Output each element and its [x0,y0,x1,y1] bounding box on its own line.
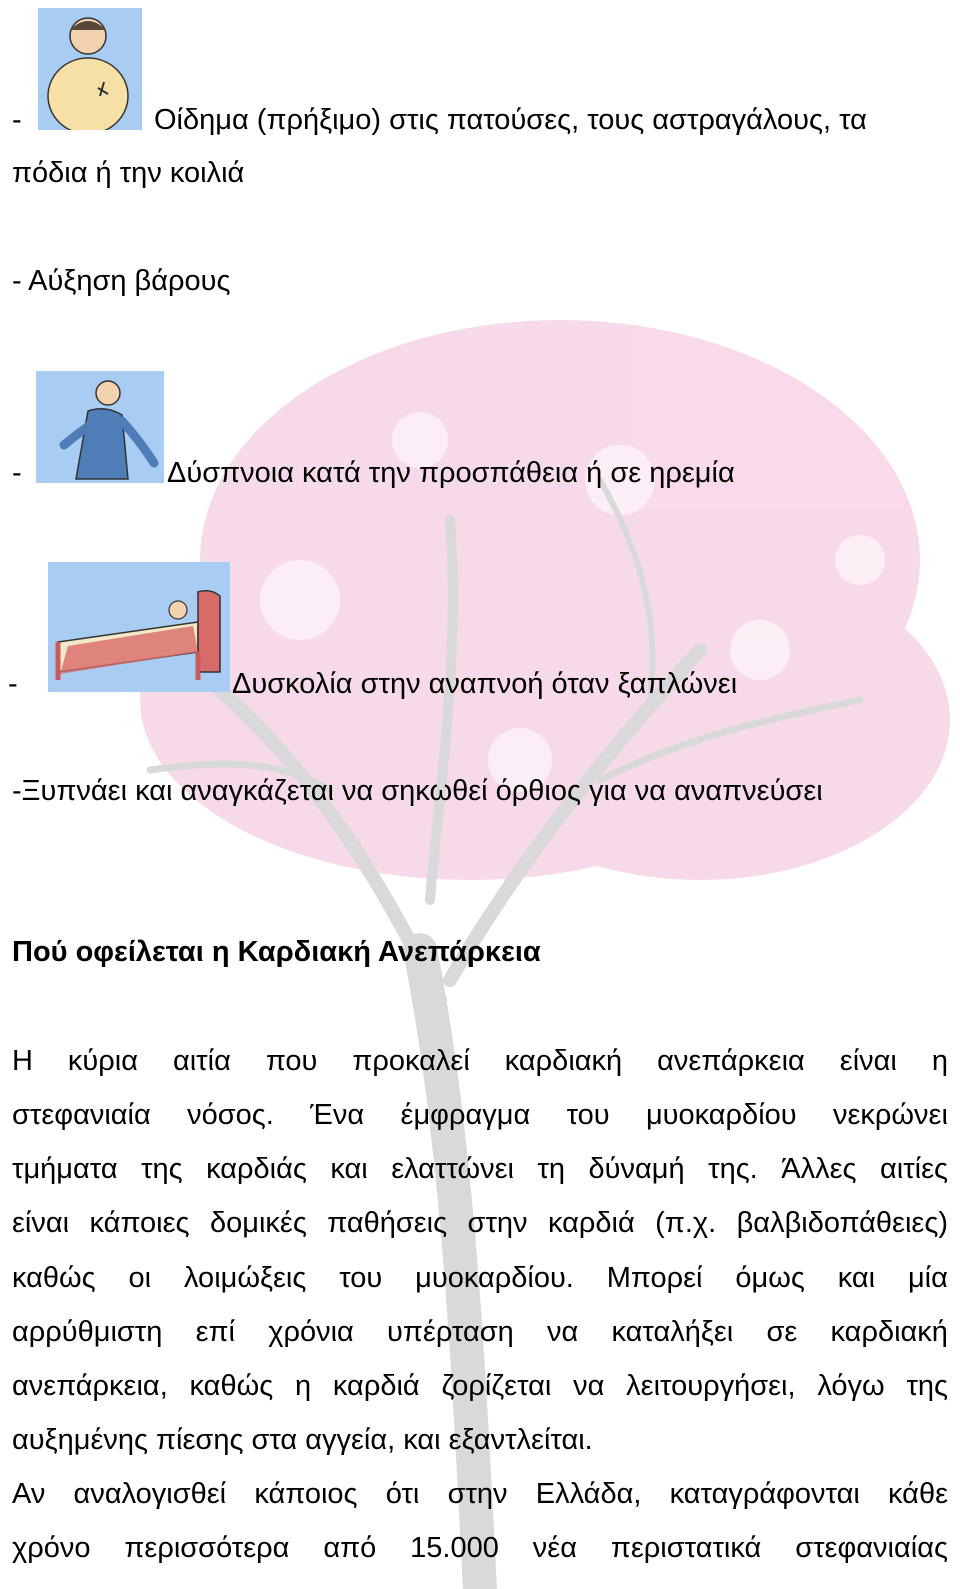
breathless-man-icon [36,371,164,483]
symptom-1-text: Οίδημα (πρήξιμο) στις πατούσες, τους αστραγάλους, τα [154,104,867,136]
symptom-5-text: Ξυπνάει και αναγκάζεται να σηκωθεί όρθιος για να αναπνεύσει [21,775,823,807]
symptom-1-text-cont: πόδια ή την κοιλιά [12,157,245,189]
body-line-5: καθώς οι λοιμώξεις του μυοκαρδίου. Μπορεί όμως και μία [12,1262,948,1294]
section-heading: Πού οφείλεται η Καρδιακή Ανεπάρκεια [12,936,541,968]
symptom-2-dash: - [12,265,22,297]
body-line-8: αυξημένης πίεσης στα αγγεία, και εξαντλείται. [12,1424,593,1456]
symptom-4-text: Δυσκολία στην αναπνοή όταν ξαπλώνει [232,668,738,700]
bed-icon [48,562,230,692]
symptom-3-dash: - [12,457,22,489]
symptom-3-text: Δύσπνοια κατά την προσπάθεια ή σε ηρεμία [167,457,735,489]
body-line-6: αρρύθμιστη επί χρόνια υπέρταση να καταλήξει σε καρδιακή [12,1316,948,1348]
body-line-10: χρόνο περισσότερα από 15.000 νέα περιστατικά στεφανιαίας [12,1532,948,1564]
body-line-2: στεφανιαία νόσος. Ένα έμφραγμα του μυοκαρδίου νεκρώνει [12,1099,948,1131]
body-line-3: τμήματα της καρδιάς και ελαττώνει τη δύναμή της. Άλλες αιτίες [12,1153,948,1185]
symptom-1-dash: - [12,104,22,136]
symptom-5 [12,774,823,808]
body-line-1: Η κύρια αιτία που προκαλεί καρδιακή ανεπάρκεια είναι η [12,1045,948,1077]
body-line-7: ανεπάρκεια, καθώς η καρδιά ζορίζεται να λειτουργήσει, λόγω της [12,1370,948,1402]
symptom-2-text: Αύξηση βάρους [28,265,231,297]
symptom-2 [12,264,230,298]
body-line-9: Αν αναλογισθεί κάποιος ότι στην Ελλάδα, καταγράφονται κάθε [12,1478,948,1510]
symptom-5-dash: - [12,775,22,807]
swollen-belly-icon [38,8,142,130]
body-line-4: είναι κάποιες δομικές παθήσεις στην καρδιά (π.χ. βαλβιδοπάθειες) [12,1207,948,1239]
symptom-4-dash: - [8,668,18,700]
